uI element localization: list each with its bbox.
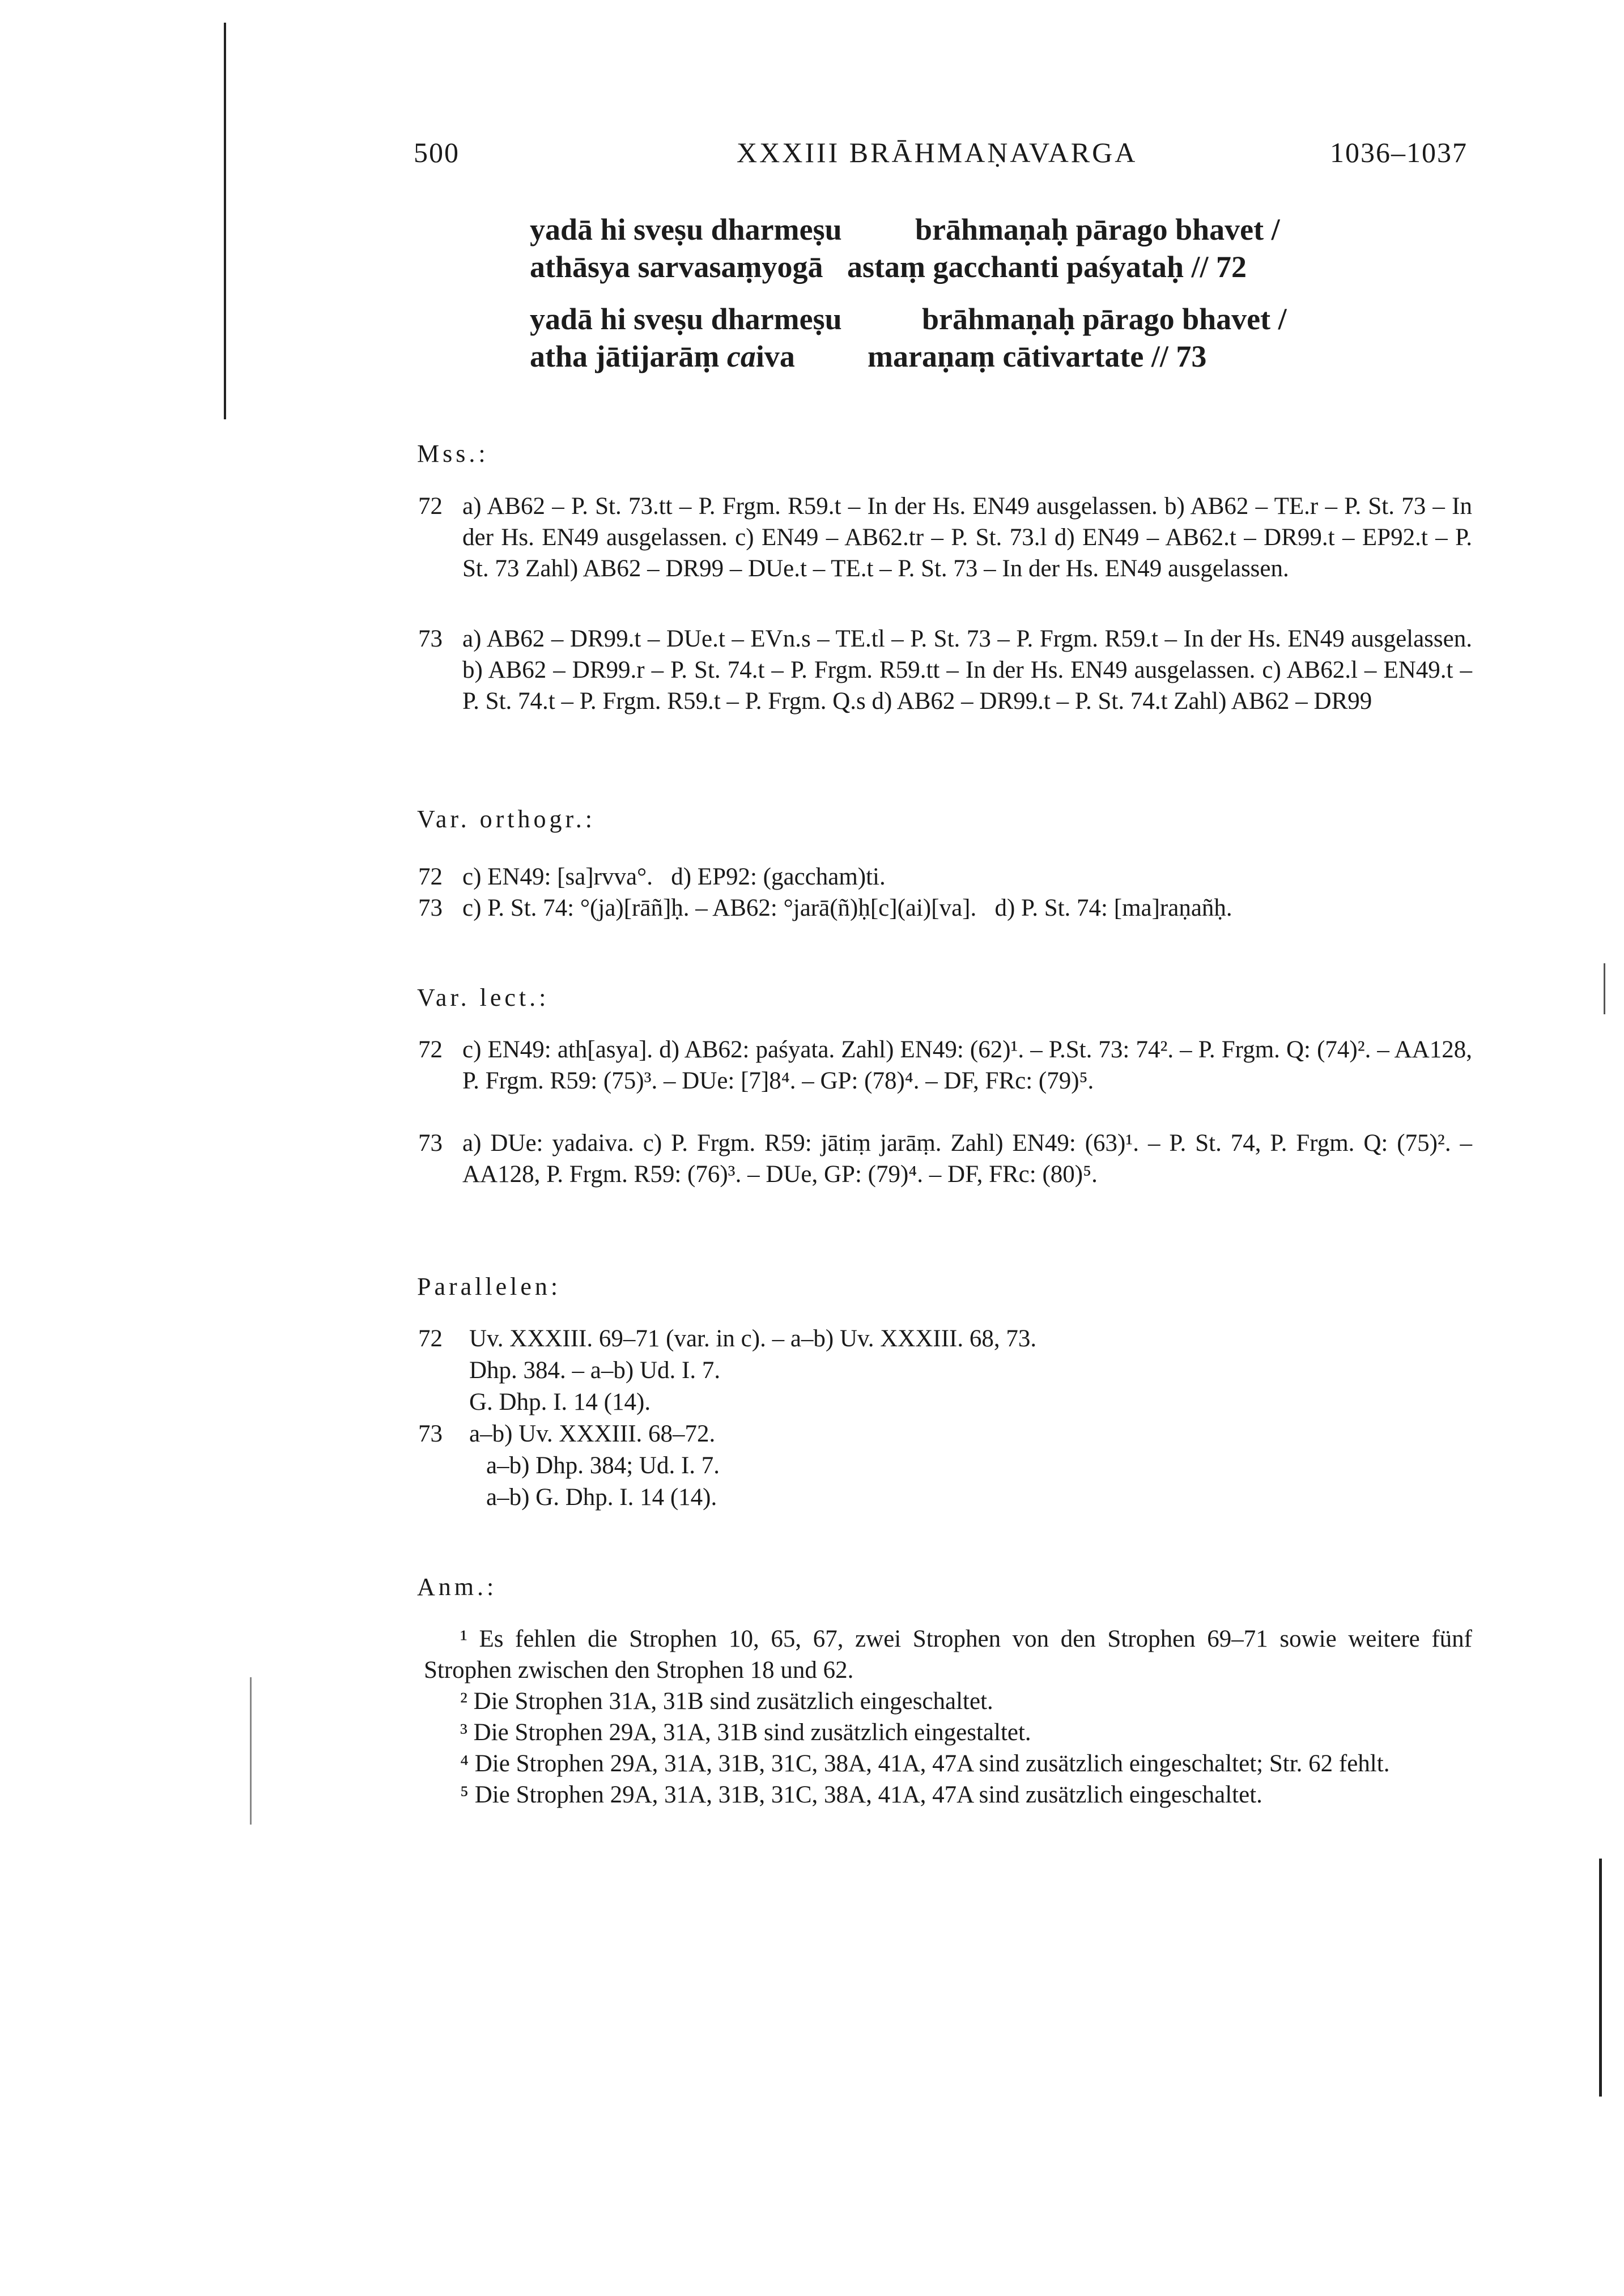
var-orthogr-72-number: 72 bbox=[418, 864, 443, 890]
var-orthogr-entry-72 bbox=[418, 861, 1472, 892]
var-orthogr-entry-73 bbox=[418, 892, 1472, 924]
footnote: ³ Die Strophen 29A, 31A, 31B sind zusätzlich eingestaltet. bbox=[460, 1719, 1031, 1746]
verse-73-line2b: maraṇaṃ cātivartate // 73 bbox=[868, 339, 1207, 373]
right-margin-rule bbox=[1599, 1859, 1602, 2097]
var-orthogr-heading: Var. orthogr.: bbox=[417, 805, 596, 833]
verse-73-line1a: yadā hi sveṣu dharmeṣu bbox=[530, 302, 842, 336]
chapter-title: XXXIII BRĀHMAṆAVARGA bbox=[737, 137, 1138, 168]
anm-heading: Anm.: bbox=[417, 1573, 498, 1601]
left-margin-rule-lower bbox=[250, 1677, 252, 1825]
mss-entry-73-number: 73 bbox=[418, 626, 443, 652]
parallelen-73-number: 73 bbox=[418, 1421, 443, 1447]
parallelen-73-line: a–b) Uv. XXXIII. 68–72. bbox=[469, 1421, 716, 1447]
verse-72-line1a: yadā hi sveṣu dharmeṣu bbox=[530, 212, 842, 246]
anm-notes bbox=[424, 1623, 1472, 1810]
footnote: ⁴ Die Strophen 29A, 31A, 31B, 31C, 38A, 41A, 47A sind zusätzlich eingeschaltet; Str. 62 fehlt. bbox=[460, 1750, 1390, 1777]
right-margin-tick bbox=[1604, 963, 1605, 1014]
mss-heading: Mss.: bbox=[417, 440, 489, 467]
footnote: ² Die Strophen 31A, 31B sind zusätzlich eingeschaltet. bbox=[460, 1688, 993, 1715]
running-header bbox=[414, 136, 1468, 176]
mss-entry-72 bbox=[418, 491, 1472, 584]
var-lect-heading: Var. lect.: bbox=[417, 984, 550, 1011]
verse-72-line2a: athāsya sarvasaṃyogā bbox=[530, 250, 823, 284]
verse-range: 1036–1037 bbox=[1330, 137, 1468, 168]
left-margin-rule bbox=[224, 23, 226, 419]
mss-entry-72-text: a) AB62 – P. St. 73.tt – P. Frgm. R59.t – In der Hs. EN49 ausgelassen. b) AB62 – TE.r – P. St. 73 – In der Hs. EN49 ausgelassen. c) EN49 – AB62.tr – P. St. 73.l d) EN49 – AB62.t – DR99.t – EP92.t – P. St. 73 Zahl) AB62 – DR99 – DUe.t – TE.t – P. St. 73 – In der Hs. EN49 ausgelassen. bbox=[462, 493, 1472, 582]
verse-72-line1b: brāhmaṇaḥ pārago bhavet / bbox=[915, 212, 1280, 246]
var-lect-entry-72 bbox=[418, 1034, 1472, 1096]
parallelen-73-line: a–b) G. Dhp. I. 14 (14). bbox=[486, 1484, 717, 1511]
mss-entry-72-number: 72 bbox=[418, 493, 443, 520]
verse-72-line2b: astaṃ gacchanti paśyataḥ // 72 bbox=[847, 250, 1247, 284]
parallelen-72-number: 72 bbox=[418, 1325, 443, 1352]
var-orthogr-73-number: 73 bbox=[418, 895, 443, 921]
mss-entry-73 bbox=[418, 623, 1472, 717]
var-lect-73-text: a) DUe: yadaiva. c) P. Frgm. R59: jātiṃ jarāṃ. Zahl) EN49: (63)¹. – P. St. 74, P. Frgm. Q: (75)². – AA128, P. Frgm. R59: (76)³. – DUe, GP: (79)⁴. – DF, FRc: (80)⁵. bbox=[462, 1130, 1472, 1188]
parallelen-heading: Parallelen: bbox=[417, 1273, 562, 1300]
var-lect-entry-73 bbox=[418, 1128, 1472, 1190]
var-orthogr-72-text: c) EN49: [sa]rvva°. d) EP92: (gaccham)ti. bbox=[462, 864, 886, 890]
var-lect-73-number: 73 bbox=[418, 1130, 443, 1156]
verse-73-line2a-pre: atha jātijarāṃ bbox=[530, 339, 727, 373]
verse-73-line2a-post: iva bbox=[755, 339, 795, 373]
footnote: ¹ Es fehlen die Strophen 10, 65, 67, zwei Strophen von den Strophen 69–71 sowie weitere fünf Strophen zwischen den Strophen 18 und 62. bbox=[424, 1626, 1472, 1683]
parallelen-72-line: Uv. XXXIII. 69–71 (var. in c). – a–b) Uv. XXXIII. 68, 73. bbox=[469, 1325, 1037, 1352]
parallelen-72-line: Dhp. 384. – a–b) Ud. I. 7. bbox=[469, 1357, 721, 1384]
mss-entry-73-text: a) AB62 – DR99.t – DUe.t – EVn.s – TE.tl – P. St. 73 – P. Frgm. R59.t – In der Hs. EN49 ausgelassen. b) AB62 – DR99.r – P. St. 74.t – P. Frgm. R59.tt – In der Hs. EN49 ausgelassen. c) AB62.l – EN49.t – P. St. 74.t – P. Frgm. R59.t – P. Frgm. Q.s d) AB62 – DR99.t – P. St. 74.t Zahl) AB62 – DR99 bbox=[462, 626, 1472, 715]
page-number: 500 bbox=[414, 137, 460, 168]
parallelen-72-line: G. Dhp. I. 14 (14). bbox=[469, 1389, 651, 1415]
footnote: ⁵ Die Strophen 29A, 31A, 31B, 31C, 38A, 41A, 47A sind zusätzlich eingeschaltet. bbox=[460, 1781, 1262, 1808]
verse-73-line2a bbox=[530, 338, 795, 375]
verse-73-line1b: brāhmaṇaḥ pārago bhavet / bbox=[922, 302, 1287, 336]
verse-73-line2a-italic: ca bbox=[726, 339, 756, 373]
var-lect-72-text: c) EN49: ath[asya]. d) AB62: paśyata. Zahl) EN49: (62)¹. – P.St. 73: 74². – P. Frgm. Q: (74)². – AA128, P. Frgm. R59: (75)³. – DUe: [7]8⁴. – GP: (78)⁴. – DF, FRc: (79)⁵. bbox=[462, 1036, 1472, 1094]
parallelen-73-line: a–b) Dhp. 384; Ud. I. 7. bbox=[486, 1452, 720, 1479]
var-orthogr-73-text: c) P. St. 74: °(ja)[rāñ]ḥ. – AB62: °jarā(ñ)ḥ[c](ai)[va]. d) P. St. 74: [ma]raṇañḥ. bbox=[462, 895, 1232, 921]
var-lect-72-number: 72 bbox=[418, 1036, 443, 1063]
